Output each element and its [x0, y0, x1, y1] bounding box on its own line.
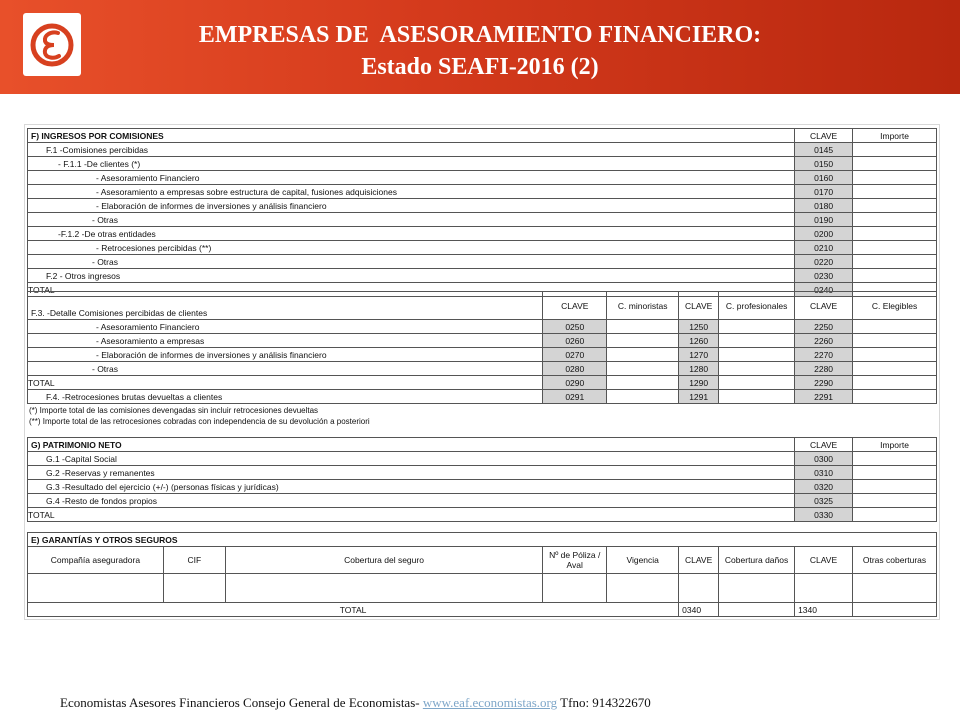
row-importe[interactable] — [853, 241, 937, 255]
empty-cell — [853, 603, 937, 617]
row-clave: 0160 — [795, 171, 853, 185]
row-elegibles[interactable] — [853, 390, 937, 404]
table-row — [28, 213, 937, 227]
row-label: F.1 -Comisiones percibidas — [28, 143, 795, 157]
row-elegibles[interactable] — [853, 334, 937, 348]
row-importe[interactable] — [853, 452, 937, 466]
row-clave: 0220 — [795, 255, 853, 269]
section-e-heading: E) GARANTÍAS Y OTROS SEGUROS — [28, 533, 937, 547]
economistas-e-logo-icon — [23, 13, 81, 76]
row-label: - Asesoramiento Financiero — [28, 320, 543, 334]
row-importe[interactable] — [853, 199, 937, 213]
page-title: EMPRESAS DE ASESORAMIENTO FINANCIERO: — [198, 22, 762, 48]
row-clave-3: 2250 — [795, 320, 853, 334]
garantias-col-header: Compañía aseguradora — [28, 547, 164, 574]
row-importe[interactable] — [853, 480, 937, 494]
row-importe[interactable] — [853, 255, 937, 269]
table-row — [28, 199, 937, 213]
row-profesionales[interactable] — [719, 348, 795, 362]
row-clave: 0210 — [795, 241, 853, 255]
table-row — [28, 171, 937, 185]
row-label: - Asesoramiento Financiero — [28, 171, 795, 185]
row-label: - Otras — [28, 213, 795, 227]
footnotes — [29, 405, 370, 427]
row-clave-2: 1270 — [679, 348, 719, 362]
table-garantias-seguros — [27, 532, 937, 617]
row-clave-1: 0280 — [543, 362, 607, 376]
row-label: G.3 -Resultado del ejercicio (+/-) (personas físicas y jurídicas) — [28, 480, 795, 494]
row-profesionales[interactable] — [719, 376, 795, 390]
col-clave: CLAVE — [795, 438, 853, 452]
footer-org: Economistas Asesores Financieros Consejo General de Economistas- — [60, 695, 423, 710]
economistas-logo — [23, 13, 81, 76]
row-clave: 0320 — [795, 480, 853, 494]
table-detalle-comisiones — [27, 291, 937, 404]
garantias-col-header: Cobertura del seguro — [225, 547, 543, 574]
table-row — [28, 334, 937, 348]
row-clave-1: 0250 — [543, 320, 607, 334]
row-label: - Otras — [28, 362, 543, 376]
row-importe[interactable] — [853, 143, 937, 157]
row-clave-1: 0260 — [543, 334, 607, 348]
row-clave-2: 1260 — [679, 334, 719, 348]
table-row — [28, 452, 937, 466]
empty-cell — [795, 574, 853, 603]
section-f-heading: F) INGRESOS POR COMISIONES — [28, 129, 795, 143]
form-sheet — [24, 124, 940, 620]
row-clave-2: 1290 — [679, 376, 719, 390]
row-importe[interactable] — [853, 171, 937, 185]
footnote-2: (**) Importe total de las retrocesiones cobradas con independencia de su devolución a posteriori — [29, 417, 370, 426]
col-clave-3: CLAVE — [795, 292, 853, 320]
garantias-total-label: TOTAL — [28, 603, 679, 617]
row-label: - Otras — [28, 255, 795, 269]
row-clave-3: 2270 — [795, 348, 853, 362]
row-label: G.1 -Capital Social — [28, 452, 795, 466]
garantias-col-header: Vigencia — [607, 547, 679, 574]
table-row — [28, 508, 937, 522]
row-label: TOTAL — [28, 376, 543, 390]
row-clave-3: 2291 — [795, 390, 853, 404]
footnote-1: (*) Importe total de las comisiones devengadas sin incluir retrocesiones devueltas — [29, 406, 319, 415]
row-label: - Elaboración de informes de inversiones y análisis financiero — [28, 199, 795, 213]
row-clave-3: 2290 — [795, 376, 853, 390]
table-row — [28, 466, 937, 480]
row-minoristas[interactable] — [607, 390, 679, 404]
col-importe: Importe — [853, 438, 937, 452]
col-clave: CLAVE — [795, 129, 853, 143]
garantias-col-header: CIF — [163, 547, 225, 574]
row-clave-1: 0291 — [543, 390, 607, 404]
row-minoristas[interactable] — [607, 348, 679, 362]
garantias-col-header: CLAVE — [795, 547, 853, 574]
row-clave: 0240 — [795, 283, 853, 297]
section-g-heading: G) PATRIMONIO NETO — [28, 438, 795, 452]
footer-text — [60, 695, 651, 711]
row-importe[interactable] — [853, 185, 937, 199]
row-profesionales[interactable] — [719, 390, 795, 404]
row-elegibles[interactable] — [853, 320, 937, 334]
footer-phone: Tfno: 914322670 — [557, 695, 651, 710]
row-clave-3: 2260 — [795, 334, 853, 348]
garantias-total-clave-2: 1340 — [795, 603, 853, 617]
empty-cell — [163, 574, 225, 603]
row-importe[interactable] — [853, 508, 937, 522]
row-minoristas[interactable] — [607, 362, 679, 376]
row-clave: 0145 — [795, 143, 853, 157]
row-clave-1: 0290 — [543, 376, 607, 390]
row-label: - Retrocesiones percibidas (**) — [28, 241, 795, 255]
table-row — [28, 255, 937, 269]
row-elegibles[interactable] — [853, 376, 937, 390]
col-importe: Importe — [853, 129, 937, 143]
row-elegibles[interactable] — [853, 362, 937, 376]
table-row — [28, 376, 937, 390]
row-clave: 0330 — [795, 508, 853, 522]
row-label: - Asesoramiento a empresas sobre estructura de capital, fusiones adquisiciones — [28, 185, 795, 199]
page-subtitle: Estado SEAFI-2016 (2) — [361, 54, 599, 80]
row-label: F.2 - Otros ingresos — [28, 269, 795, 283]
empty-cell — [719, 603, 795, 617]
row-clave-1: 0270 — [543, 348, 607, 362]
empty-cell — [543, 574, 607, 603]
table-patrimonio-neto — [27, 437, 937, 522]
table-ingresos-comisiones — [27, 128, 937, 297]
row-clave: 0325 — [795, 494, 853, 508]
table-row — [28, 227, 937, 241]
row-importe[interactable] — [853, 269, 937, 283]
row-clave-2: 1280 — [679, 362, 719, 376]
row-profesionales[interactable] — [719, 334, 795, 348]
col-clave-1: CLAVE — [543, 292, 607, 320]
row-label: -F.1.2 -De otras entidades — [28, 227, 795, 241]
garantias-col-header: Otras coberturas — [853, 547, 937, 574]
table-row — [28, 143, 937, 157]
row-clave: 0150 — [795, 157, 853, 171]
row-clave-2: 1291 — [679, 390, 719, 404]
row-clave: 0190 — [795, 213, 853, 227]
row-clave: 0180 — [795, 199, 853, 213]
empty-cell — [679, 574, 719, 603]
row-label: TOTAL — [28, 283, 795, 297]
row-clave: 0230 — [795, 269, 853, 283]
row-clave: 0170 — [795, 185, 853, 199]
col-profesionales: C. profesionales — [719, 292, 795, 320]
section-f3-heading: F.3. -Detalle Comisiones percibidas de clientes — [28, 292, 543, 320]
title-banner — [0, 0, 960, 94]
table-row — [28, 390, 937, 404]
table-row — [28, 348, 937, 362]
garantias-col-header: Nº de Póliza / Aval — [543, 547, 607, 574]
row-label: - F.1.1 -De clientes (*) — [28, 157, 795, 171]
row-label: TOTAL — [28, 508, 795, 522]
row-importe[interactable] — [853, 466, 937, 480]
table-row — [28, 480, 937, 494]
row-minoristas[interactable] — [607, 320, 679, 334]
empty-cell — [853, 574, 937, 603]
table-row — [28, 494, 937, 508]
table-row — [28, 157, 937, 171]
col-clave-2: CLAVE — [679, 292, 719, 320]
col-minoristas: C. minoristas — [607, 292, 679, 320]
row-label: - Asesoramiento a empresas — [28, 334, 543, 348]
table-row — [28, 269, 937, 283]
table-row — [28, 241, 937, 255]
empty-cell — [607, 574, 679, 603]
row-label: - Elaboración de informes de inversiones y análisis financiero — [28, 348, 543, 362]
row-clave: 0300 — [795, 452, 853, 466]
row-label: G.2 -Reservas y remanentes — [28, 466, 795, 480]
table-row — [28, 362, 937, 376]
row-clave: 0200 — [795, 227, 853, 241]
row-importe[interactable] — [853, 494, 937, 508]
row-elegibles[interactable] — [853, 348, 937, 362]
row-importe[interactable] — [853, 213, 937, 227]
row-clave: 0310 — [795, 466, 853, 480]
table-row — [28, 185, 937, 199]
row-importe[interactable] — [853, 227, 937, 241]
row-minoristas[interactable] — [607, 376, 679, 390]
empty-cell — [225, 574, 543, 603]
row-label: G.4 -Resto de fondos propios — [28, 494, 795, 508]
row-clave-2: 1250 — [679, 320, 719, 334]
row-label: F.4. -Retrocesiones brutas devueltas a clientes — [28, 390, 543, 404]
row-minoristas[interactable] — [607, 334, 679, 348]
row-importe[interactable] — [853, 157, 937, 171]
empty-cell — [28, 574, 164, 603]
row-profesionales[interactable] — [719, 320, 795, 334]
table-row — [28, 320, 937, 334]
footer-website-link[interactable]: www.eaf.economistas.org — [422, 695, 558, 710]
empty-cell — [719, 574, 795, 603]
row-profesionales[interactable] — [719, 362, 795, 376]
garantias-col-header: Cobertura daños — [719, 547, 795, 574]
row-clave-3: 2280 — [795, 362, 853, 376]
col-elegibles: C. Elegibles — [853, 292, 937, 320]
garantias-col-header: CLAVE — [679, 547, 719, 574]
garantias-total-clave-1: 0340 — [679, 603, 719, 617]
